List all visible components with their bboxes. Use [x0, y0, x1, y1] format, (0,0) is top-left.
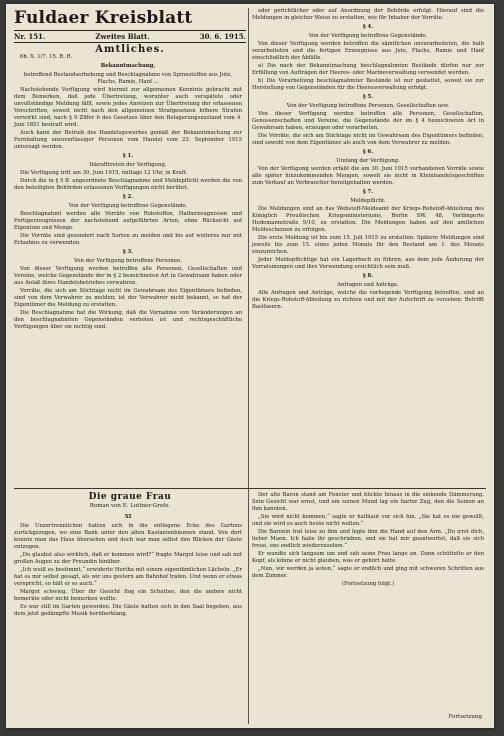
- paragraph: „Nun, wir werden ja sehen,“ sagte er endlich und ging mit schweren Schritten aus dem Zimmer.: [252, 566, 484, 579]
- issue-date: 30. 6. 1915.: [199, 32, 246, 41]
- paragraph: Alle Anfragen und Anträge, welche die vorliegende Verfügung betreffen, sind an die Kriegs-Rohstoff-Abteilung zu richten und mit der Aufschrift zu versehen: Betrifft Bastfasern.: [252, 290, 484, 310]
- section-number: § 8.: [362, 273, 374, 279]
- notice-reference: 6b. X. 1/7. 15. R. R.: [20, 54, 73, 60]
- paragraph: Es war still im Garten geworden. Die Gäste hatten sich in den Saal begeben, aus dem jetzt gedämpfte Musik herüberklang.: [14, 604, 242, 617]
- paragraph: Jeder Meldepflichtige hat ein Lagerbuch zu führen, aus dem jede Änderung der Vorratsmengen und ihre Verwendung ersichtlich sein muß.: [252, 257, 484, 270]
- serial-author: Roman von E. Lottner-Grefe.: [89, 503, 171, 509]
- sheet-label: Zweites Blatt.: [95, 32, 150, 41]
- section-number: § 7.: [362, 189, 374, 195]
- newspaper-page: [6, 4, 494, 728]
- paragraph: Die Unzertrennlichen hatten sich in die entlegene Ecke des Gartens zurückgezogen, wo eine Bank unter den alten Kastanienbäumen stand. Von dort konnte man das Haus übersehen und doch war man selbst den Blicken der Gäste entzogen.: [14, 523, 242, 550]
- section-label: Umfang der Verfügung.: [336, 158, 400, 164]
- section-label: Von der Verfügung betroffene Gegenstände.: [68, 203, 188, 209]
- section-number: § 2.: [122, 194, 134, 200]
- section-number: § 4.: [362, 24, 374, 30]
- paragraph: Die Vorräte, die sich am Stichtage nicht im Gewahrsam des Eigentümers befinden, sind sowohl von dem Eigentümer als auch von dem Verwahrer zu melden.: [252, 133, 484, 146]
- paragraph: Die Vorräte sind gesondert nach Sorten zu melden und bis auf weiteres nur mit Erlaubnis zu verwenden.: [14, 233, 242, 246]
- paragraph: Er wandte sich langsam um und sah seine Frau lange an. Dann schüttelte er den Kopf, als könne er nicht glauben, was er gehört hatte.: [252, 551, 484, 564]
- section-number: § 3.: [122, 249, 134, 255]
- section-label: Inkrafttreten der Verfügung.: [89, 162, 167, 168]
- column-notice-continued: [252, 8, 484, 484]
- footer-continuation: Fortsetzung: [448, 714, 482, 720]
- paragraph: Von dieser Verfügung werden betroffen alle Personen, Gesellschaften und Vereine, welche Gegenstände der in § 2 bezeichneten Art in Gewahrsam haben oder aus Anlaß ihres Handelsbetriebes verwahren.: [14, 266, 242, 286]
- paragraph: Vorräte, die sich am Stichtage nicht im Gewahrsam des Eigentümers befinden, sind von dem Verwahrer zu melden; ist der Verwahrer nicht bekannt, so hat der Eigentümer die Meldung zu erstatten.: [14, 288, 242, 308]
- paragraph: „Ich weiß es bestimmt,“ erwiderte Hertha mit einem eigentümlichen Lächeln. „Er hat es mir selbst gesagt, als wir uns gestern am Bahnhof trafen. Und wenn er etwas verspricht, so hält er es auch.“: [14, 567, 242, 587]
- paragraph: oder gerichtlicher oder auf Anordnung der Behörde erfolgt. Hierauf sind die Meldungen in gleicher Weise zu erstatten, wie für Inhaber der Vorräte.: [252, 8, 484, 21]
- paragraph: „Sie wird nicht kommen,“ sagte er halblaut vor sich hin. „Sie hat es nie gewollt, und sie wird es auch heute nicht wollen.“: [252, 514, 484, 527]
- section-label: Von der Verfügung betroffene Personen.: [73, 258, 183, 264]
- section-label: Anfragen und Anträge.: [337, 282, 399, 288]
- column-serial: [14, 512, 242, 722]
- paragraph: Auch kann der Betrieb des Handelsgewerbes gemäß der Bekanntmachung zur Fernhaltung unzuverlässiger Personen vom Handel vom 23. September 1915 untersagt werden.: [14, 130, 242, 150]
- newspaper-title: Fuldaer Kreisblatt: [14, 8, 193, 28]
- masthead-info: [14, 31, 246, 43]
- paragraph: Margot schwieg. Über ihr Gesicht flog ein Schatten, den die andere nicht bemerkte oder nicht bemerken wollte.: [14, 589, 242, 602]
- paragraph: Der alte Baron stand am Fenster und blickte hinaus in die sinkende Dämmerung. Sein Gesicht war ernst, und um seinen Mund lag ein harter Zug, den die Seinen an ihm kannten.: [252, 492, 484, 512]
- continuation-note: (Fortsetzung folgt.): [341, 581, 395, 587]
- section-number: § 1.: [122, 153, 134, 159]
- paragraph: Beschlagnahmt werden alle Vorräte von Rohstoffen, Halberzeugnissen und Fertigerzeugnissen der nachstehend aufgeführten Arten, ohne Rücksicht auf Eigentum und Menge.: [14, 211, 242, 231]
- section-label: Meldepflicht.: [350, 198, 386, 204]
- paragraph: Die Baronin trat leise zu ihm und legte ihm die Hand auf den Arm. „Du irrst dich, lieber Mann. Ich habe ihr geschrieben, und sie hat mir geantwortet, daß sie sich freue, uns endlich wiederzusehen.“: [252, 529, 484, 549]
- masthead: [14, 8, 246, 43]
- paragraph: Die Meldungen sind an das Webstoff-Meldeamt der Kriegs-Rohstoff-Abteilung des Königlich Preußischen Kriegsministeriums, Berlin SW. 48, Verlängerte Hedemannstraße 9/10, zu erstatten. Die Meldungen haben auf den amtlichen Meldescheinen zu erfolgen.: [252, 206, 484, 233]
- column-official-notice: [14, 54, 242, 484]
- notice-heading: Bekanntmachung,: [100, 63, 156, 69]
- paragraph: Von der Verfügung werden erfaßt die am 30. Juni 1915 vorhandenen Vorräte sowie alle später hinzukommenden Mengen, soweit sie nicht in Kleinhandelsgeschäften zum Verkauf an Verbraucher bereitgehalten werden.: [252, 166, 484, 186]
- section-number: § 5.: [362, 94, 374, 100]
- section-number: § 6.: [362, 149, 374, 155]
- issue-number: Nr. 151.: [14, 32, 46, 41]
- serial-title: Die graue Frau: [88, 492, 172, 502]
- paragraph: Die erste Meldung ist bis zum 15. Juli 1915 zu erstatten. Spätere Meldungen sind jeweils bis zum 15. eines jeden Monats für den Bestand am 1. des Monats einzureichen.: [252, 235, 484, 255]
- paragraph: Die Beschlagnahme hat die Wirkung, daß die Vornahme von Veränderungen an den beschlagnahmten Gegenständen verboten ist und rechtsgeschäftliche Verfügungen über sie nichtig sind.: [14, 310, 242, 330]
- paragraph: Nachstehende Verfügung wird hiermit zur allgemeinen Kenntnis gebracht mit dem Bemerken, daß jede Übertretung, worunter auch verspätete oder unvollständige Meldung fällt, sowie jedes Anreizen zur Übertretung der erlassenen Vorschriften, soweit nicht nach den allgemeinen Strafgesetzen höhere Strafen verwirkt sind, nach § 9 Ziffer b des Gesetzes über den Belagerungszustand vom 4. Juni 1851 bestraft wird.: [14, 87, 242, 128]
- paragraph: b) Die Verarbeitung beschlagnahmter Bestände ist nur gestattet, soweit sie zur Herstellung von Gegenständen für die Heeresverwaltung erfolgt.: [252, 78, 484, 91]
- paragraph: „Du glaubst also wirklich, daß er kommen wird?“ fragte Margot leise und sah mit großen Augen zu der Freundin hinüber.: [14, 552, 242, 565]
- notice-subheading: betreffend Bestandserhebung und Beschlagnahme von Spinnstoffen aus Jute, Flachs, Ramie, Hanf ...: [23, 72, 233, 85]
- feuilleton-divider: [14, 488, 486, 489]
- paragraph: Durch die in § 5 ff. angeordnete Beschlagnahme und Meldepflicht werden die von den beteiligten Behörden erlassenen Verfügungen nicht berührt.: [14, 178, 242, 191]
- paragraph: Die Verfügung tritt am 30. Juni 1915, mittags 12 Uhr, in Kraft.: [20, 170, 188, 176]
- paragraph: Von dieser Verfügung werden betroffen alle Personen, Gesellschaften, Genossenschaften und Vereine, die Gegenstände der im § 4 bezeichneten Art in Gewahrsam haben, erzeugen oder verarbeiten.: [252, 111, 484, 131]
- section-title: Amtliches.: [95, 44, 165, 55]
- column-serial-continued: [252, 492, 484, 718]
- section-label: Von der Verfügung betroffene Gegenstände.: [308, 33, 428, 39]
- chapter-number: XI: [124, 514, 132, 520]
- column-divider: [248, 8, 249, 724]
- paragraph: Von dieser Verfügung werden betroffen die sämtlichen unverarbeiteten, die halb verarbeiteten und die fertigen Erzeugnisse aus Jute, Flachs, Ramie und Hanf einschließlich der Abfälle.: [252, 41, 484, 61]
- paragraph: a) Die nach der Bekanntmachung beschlagnahmten Bestände dürfen nur zur Erfüllung von Aufträgen der Heeres- oder Marineverwaltung verwendet werden.: [252, 63, 484, 76]
- section-label: Von der Verfügung betroffene Personen, Gesellschaften usw.: [286, 103, 450, 109]
